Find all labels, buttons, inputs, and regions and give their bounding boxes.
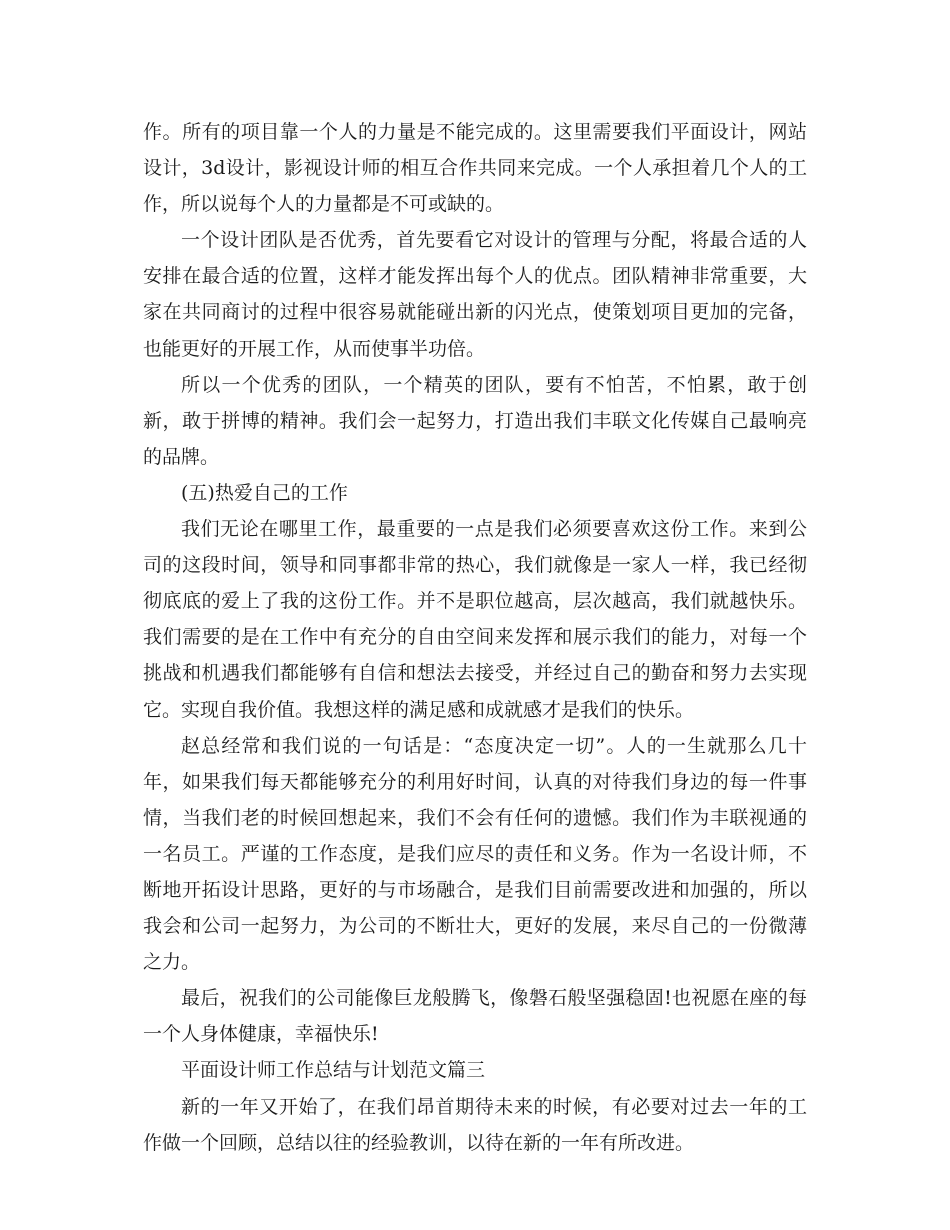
paragraph-love-work: 我们无论在哪里工作，最重要的一点是我们必须要喜欢这份工作。来到公司的这段时间，领导和同事都非常的热心，我们就像是一家人一样，我已经彻彻底底的爱上了我的这份工作。并不是职位越高，层次越高，我们就越快乐。我们需要的是在工作中有充分的自由空间来发挥和展示我们的能力，对每一个挑战和机遇我们都能够有自信和想法去接受，并经过自己的勤奋和努力去实现它。实现自我价值。我想这样的满足感和成就感才是我们的快乐。 (143, 518, 807, 721)
paragraph-attitude: 赵总经常和我们说的一句话是：“态度决定一切”。人的一生就那么几十年，如果我们每天都能够充分的利用好时间，认真的对待我们身边的每一件事情，当我们老的时候回想起来，我们不会有任何的遗憾。我们作为丰联视通的一名员工。严谨的工作态度，是我们应尽的责任和义务。作为一名设计师，不断地开拓设计思路，更好的与市场融合，是我们目前需要改进和加强的，所以我会和公司一起努力，为公司的不断壮大，更好的发展，来尽自己的一份微薄之力。 (143, 734, 807, 974)
section-heading-article-three: 平面设计师工作总结与计划范文篇三 (181, 1059, 486, 1082)
paragraph-new-year: 新的一年又开始了，在我们昂首期待未来的时候，有必要对过去一年的工作做一个回顾，总结以往的经验教训，以待在新的一年有所改进。 (143, 1095, 807, 1154)
paragraph-closing-wishes: 最后，祝我们的公司能像巨龙般腾飞，像磐石般坚强稳固!也祝愿在座的每一个人身体健康，幸福快乐! (143, 987, 807, 1046)
paragraph-team-excellence: 一个设计团队是否优秀，首先要看它对设计的管理与分配，将最合适的人安排在最合适的位置，这样才能发挥出每个人的优点。团队精神非常重要，大家在共同商讨的过程中很容易就能碰出新的闪光点，使策划项目更加的完备，也能更好的开展工作，从而使事半功倍。 (143, 229, 807, 360)
paragraph-continuation: 作。所有的项目靠一个人的力量是不能完成的。这里需要我们平面设计，网站设计，3d设计，影视设计师的相互合作共同来完成。一个人承担着几个人的工作，所以说每个人的力量都是不可或缺的。 (143, 121, 807, 216)
paragraph-team-spirit: 所以一个优秀的团队，一个精英的团队，要有不怕苦，不怕累，敢于创新，敢于拼博的精神。我们会一起努力，打造出我们丰联文化传媒自己最响亮的品牌。 (143, 373, 807, 468)
section-heading-love-work: (五)热爱自己的工作 (181, 481, 348, 504)
document-body (143, 114, 807, 1161)
